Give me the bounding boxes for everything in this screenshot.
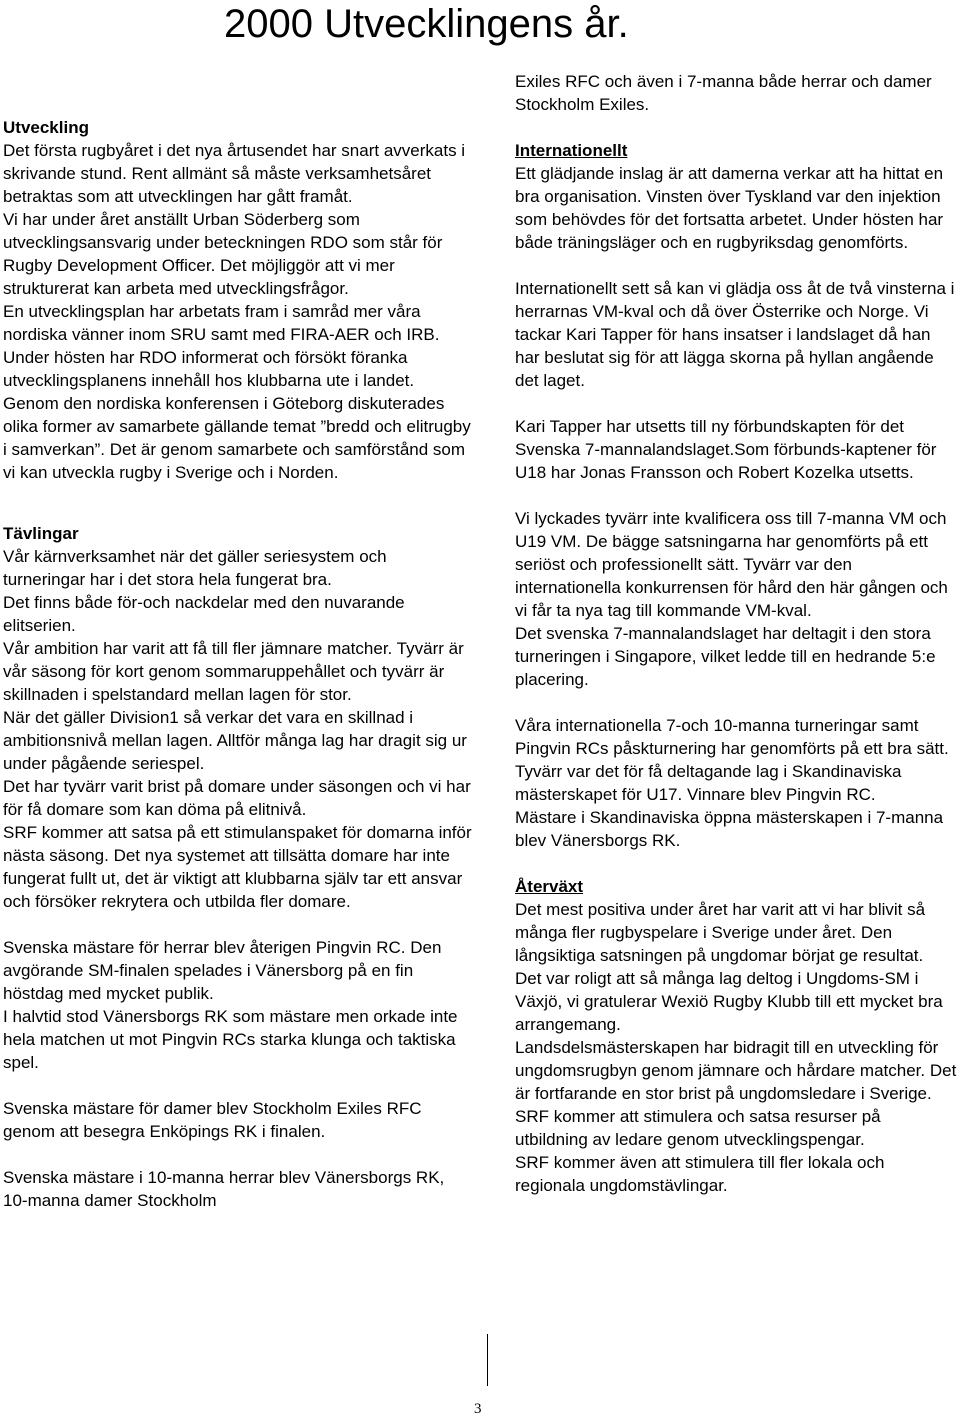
paragraph: Kari Tapper har utsetts till ny förbundskapten för det Svenska 7-mannalandslaget.Som förbunds-kaptener för U18 har Jonas Fransson och Robert Kozelka utsetts. bbox=[515, 417, 937, 482]
section-heading-utveckling: Utveckling bbox=[3, 118, 89, 137]
paragraph: Exiles RFC och även i 7-manna både herrar och damer Stockholm Exiles. bbox=[515, 72, 932, 114]
paragraph: Det svenska 7-mannalandslaget har deltagit i den stora turneringen i Singapore, vilket ledde till en hedrande 5:e placering. bbox=[515, 624, 936, 689]
paragraph: Vi lyckades tyvärr inte kvalificera oss till 7-manna VM och U19 VM. De bägge satsningarna har genomförts på ett seriöst och professionellt sätt. Tyvärr var den internationella konkurrensen för hård den här gången och vi får ta nya tag till kommande VM-kval. bbox=[515, 509, 948, 620]
paragraph: En utvecklingsplan har arbetats fram i samråd mer våra nordiska vänner inom SRU samt med FIRA-AER och IRB. Under hösten har RDO informerat och försökt föranka utvecklingsplanens innehåll hos klubbarna ute i landet. bbox=[3, 302, 440, 390]
right-column bbox=[515, 70, 957, 1197]
paragraph: När det gäller Division1 så verkar det vara en skillnad i ambitionsnivå mellan lagen. Alltför många lag har dragit sig ur under pågående seriespel. bbox=[3, 708, 467, 773]
paragraph: I halvtid stod Vänersborgs RK som mästare men orkade inte hela matchen ut mot Pingvin RCs starka klunga och taktiska spel. bbox=[3, 1007, 458, 1072]
paragraph: Internationellt sett så kan vi glädja oss åt de två vinsterna i herrarnas VM-kval och då över Österrike och Norge. Vi tackar Kari Tapper för hans insatser i landslaget då han har beslutat sig för att lägga skorna på hyllan angående det laget. bbox=[515, 279, 955, 390]
section-heading-internationellt: Internationellt bbox=[515, 141, 628, 160]
paragraph: Det första rugbyåret i det nya årtusendet har snart avverkats i skrivande stund. Rent allmänt så måste verksamhetsåret betraktas som att utvecklingen har gått framåt. bbox=[3, 141, 466, 206]
paragraph: Genom den nordiska konferensen i Göteborg diskuterades olika former av samarbete gällande temat ”bredd och elitrugby i samverkan”. Det är genom samarbete och samförstånd som vi kan utveckla rugby i Sverige och i Norden. bbox=[3, 394, 471, 482]
section-heading-atervaxt: Återväxt bbox=[515, 877, 584, 896]
paragraph: SRF kommer att satsa på ett stimulanspaket för domarna inför nästa säsong. Det nya systemet att tillsätta domare har inte fungerat fullt ut, det är viktigt att klubbarna själv tar ett ansvar och försöker rekrytera och utbilda fler domare. bbox=[3, 823, 472, 911]
paragraph: Det var roligt att så många lag deltog i Ungdoms-SM i Växjö, vi gratulerar Wexiö Rugby Klubb till ett mycket bra arrangemang. bbox=[515, 969, 943, 1034]
paragraph: Vår ambition har varit att få till fler jämnare matcher. Tyvärr är vår säsong för kort genom sommaruppehållet och tyvärr är skillnaden i spelstandard mellan lagen för stor. bbox=[3, 639, 464, 704]
paragraph: Vi har under året anställt Urban Söderberg som utvecklingsansvarig under beteckningen RDO som står för Rugby Development Officer. Det möjliggör att vi mer strukturerat kan arbeta med utvecklingsfrågor. bbox=[3, 210, 443, 298]
section-heading-tavlingar: Tävlingar bbox=[3, 524, 79, 543]
paragraph: Svenska mästare för herrar blev återigen Pingvin RC. Den avgörande SM-finalen spelades i Vänersborg på en fin höstdag med mycket publik. bbox=[3, 938, 442, 1003]
left-column bbox=[3, 116, 473, 1212]
page-number: 3 bbox=[474, 1401, 482, 1417]
paragraph: Vår kärnverksamhet när det gäller seriesystem och turneringar har i det stora hela fungerat bra. bbox=[3, 547, 387, 589]
paragraph: Mästare i Skandinaviska öppna mästerskapen i 7-manna blev Vänersborgs RK. bbox=[515, 808, 944, 850]
footer-divider bbox=[487, 1334, 488, 1386]
page-title: 2000 Utvecklingens år. bbox=[224, 2, 629, 46]
paragraph: Det mest positiva under året har varit att vi har blivit så många fler rugbyspelare i Sverige under året. Den långsiktiga satsningen på ungdomar börjat ge resultat. bbox=[515, 900, 926, 965]
paragraph: SRF kommer även att stimulera till fler lokala och regionala ungdomstävlingar. bbox=[515, 1153, 885, 1195]
paragraph: Svenska mästare för damer blev Stockholm Exiles RFC genom att besegra Enköpings RK i finalen. bbox=[3, 1099, 422, 1141]
paragraph: Landsdelsmästerskapen har bidragit till en utveckling för ungdomsrugbyn genom jämnare och hårdare matcher. Det är fortfarande en stor brist på ungdomsledare i Sverige. SRF kommer att stimulera och satsa resurser på utbildning av ledare genom utvecklingspengar. bbox=[515, 1038, 957, 1149]
paragraph: Ett glädjande inslag är att damerna verkar att ha hittat en bra organisation. Vinsten över Tyskland var den injektion som behövdes för det fortsatta arbetet. Under hösten har både träningsläger och en rugbyriksdag genomförts. bbox=[515, 164, 944, 252]
paragraph: Det har tyvärr varit brist på domare under säsongen och vi har för få domare som kan döma på elitnivå. bbox=[3, 777, 471, 819]
paragraph: Våra internationella 7-och 10-manna turneringar samt Pingvin RCs påskturnering har genomförts på ett bra sätt. Tyvärr var det för få deltagande lag i Skandinaviska mästerskapet för U17. Vinnare blev Pingvin RC. bbox=[515, 716, 949, 804]
paragraph: Det finns både för-och nackdelar med den nuvarande elitserien. bbox=[3, 593, 405, 635]
paragraph: Svenska mästare i 10-manna herrar blev Vänersborgs RK, 10-manna damer Stockholm bbox=[3, 1168, 445, 1210]
